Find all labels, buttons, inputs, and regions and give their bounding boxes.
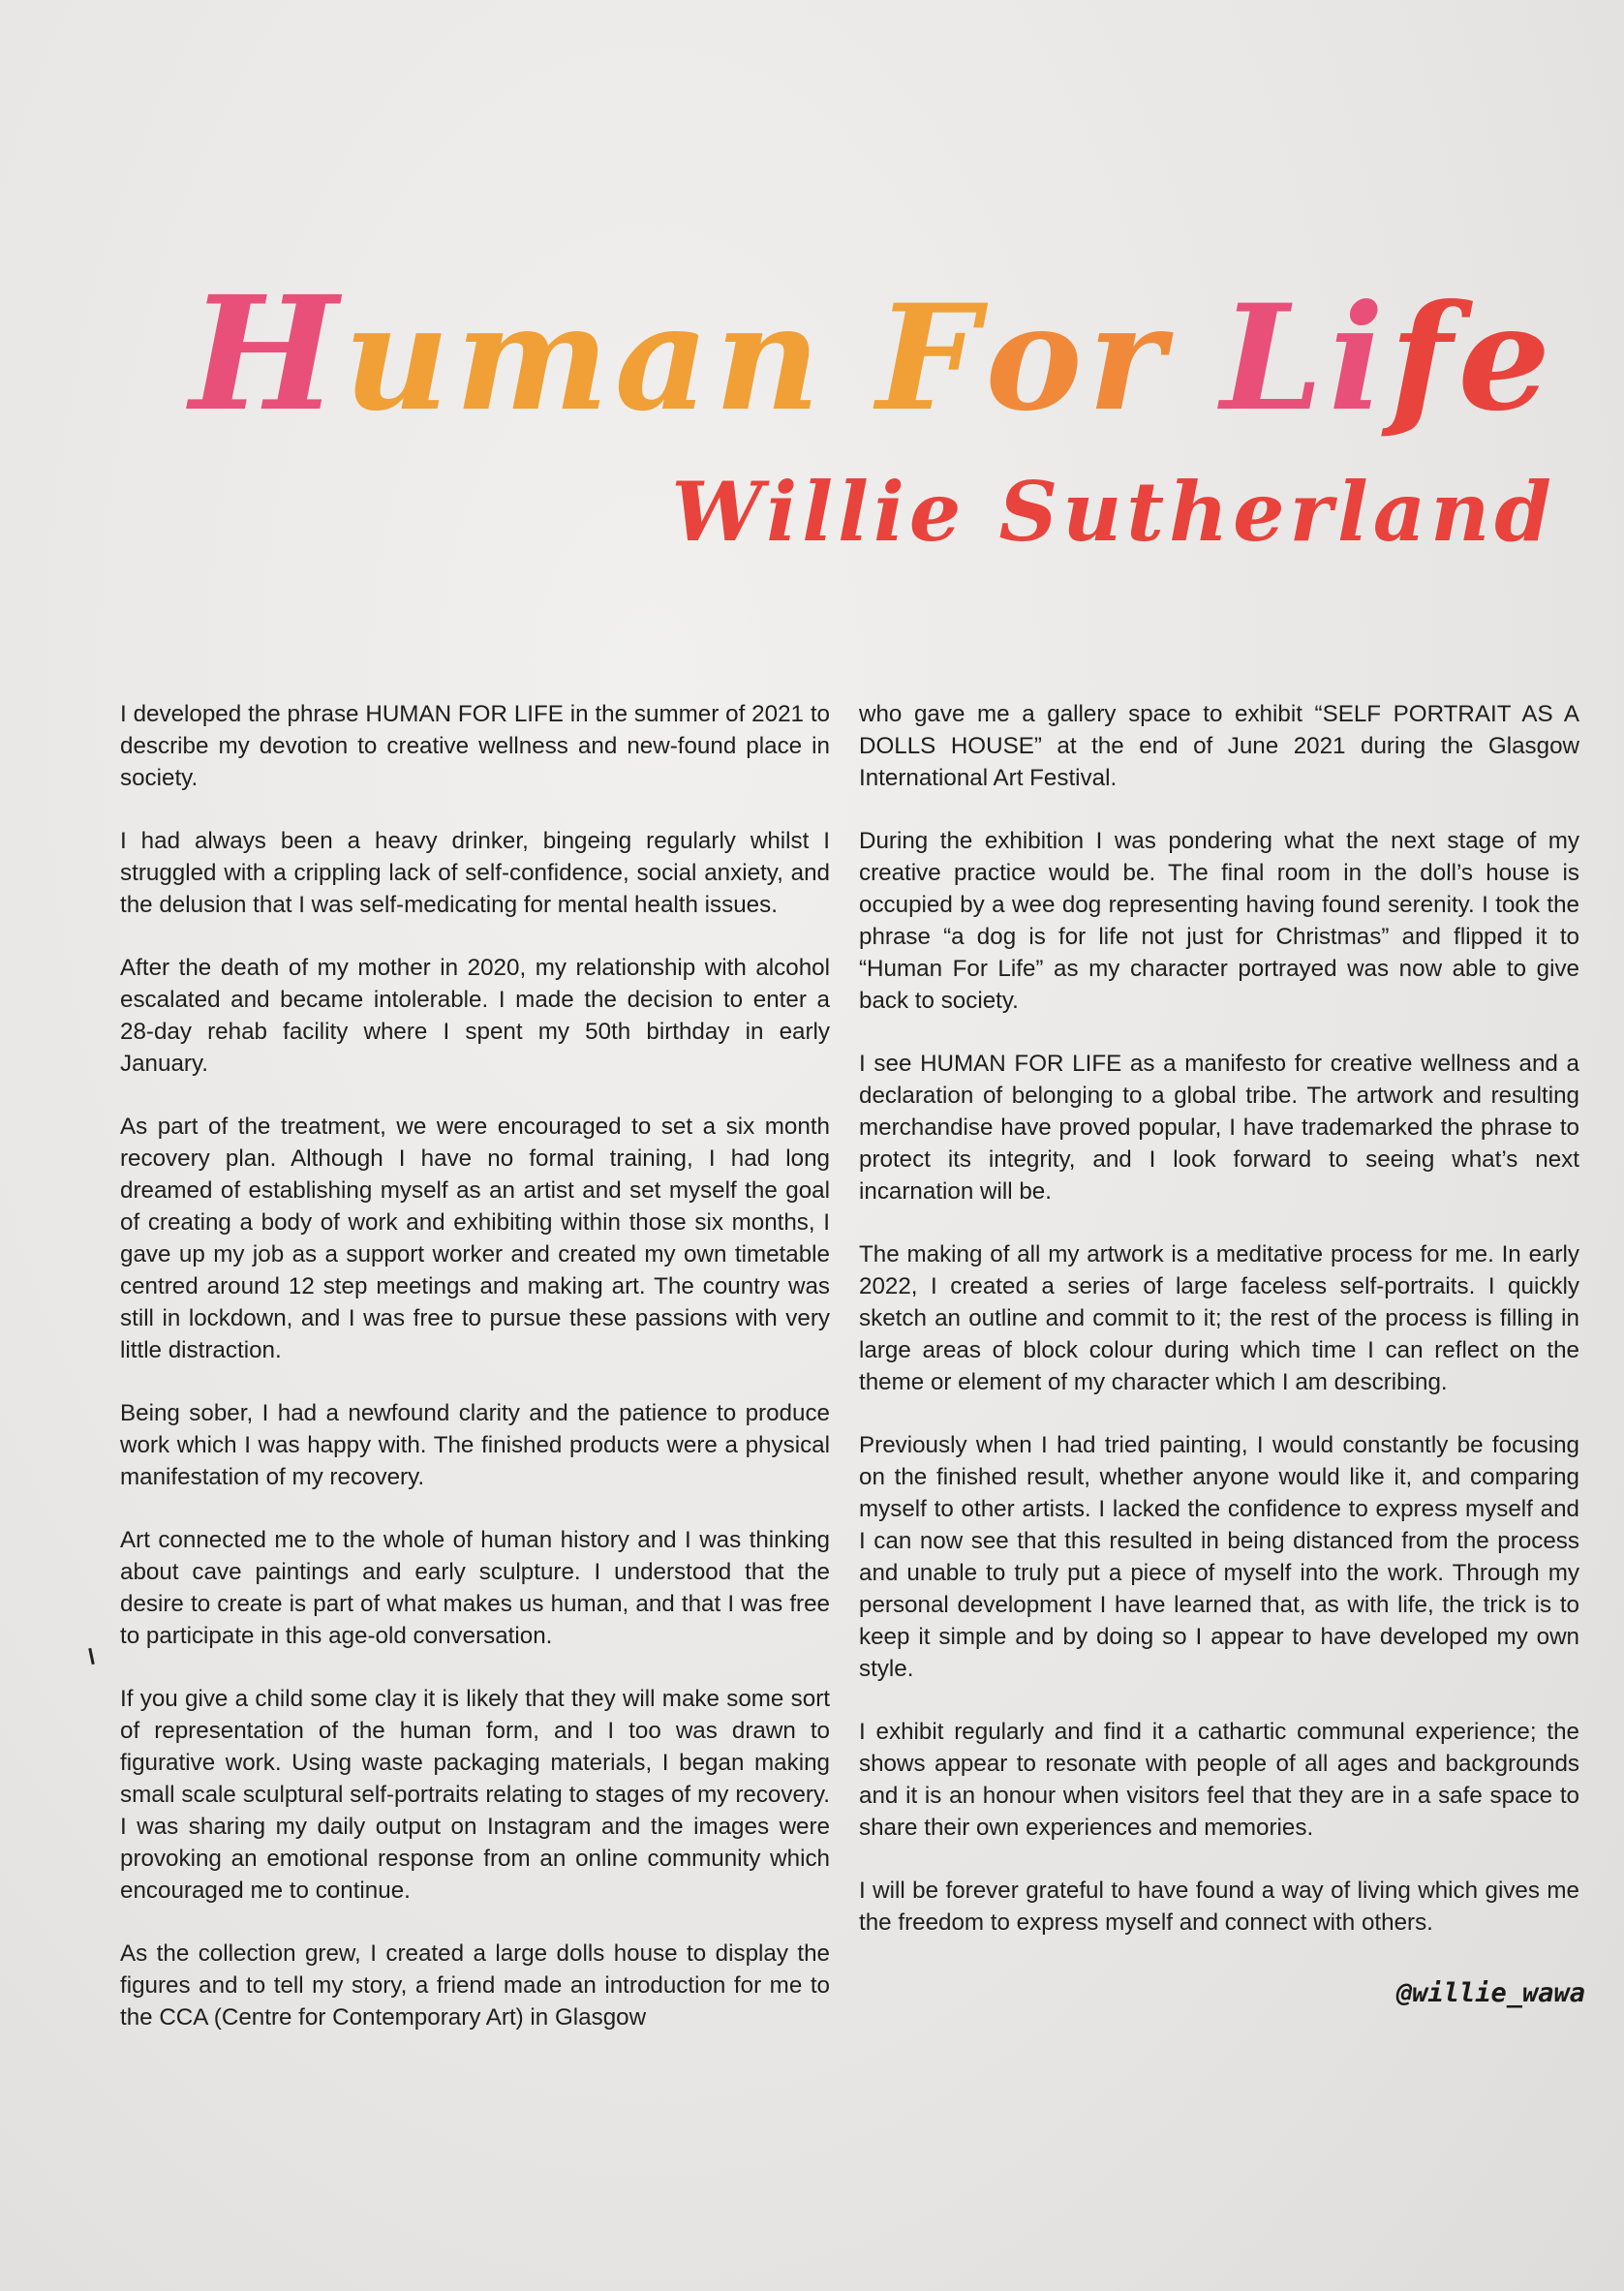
paragraph: Art connected me to the whole of human history and I was thinking about cave paintings and early sculpture. I understood that the desire to create is part of what makes us human, and that I was free to participate in this age-old conversation. bbox=[120, 1527, 830, 1649]
title-letters-uman: uman bbox=[343, 273, 826, 443]
paragraph: I see HUMAN FOR LIFE as a manifesto for creative wellness and a declaration of belonging to a global tribe. The artwork and resulting merchandise have proved popular, I have trademarked the phrase to protect its integrity, and I look forward to seeing what’s next incarnation will be. bbox=[859, 1051, 1579, 1205]
paragraph: During the exhibition I was pondering what the next stage of my creative practice would be. The final room in the doll’s house is occupied by a wee dog representing having found serenity. I took the phrase “a dog is for life not just for Christmas” and flipped it to “Human For Life” as my character portrayed was now able to give back to society. bbox=[859, 828, 1579, 1014]
right-column bbox=[859, 698, 1579, 1970]
paragraph: The making of all my artwork is a meditative process for me. In early 2022, I created a series of large faceless self-portraits. I quickly sketch an outline and commit to it; the rest of the process is filling in large areas of block colour during which time I can reflect on the theme or element of my character which I am describing. bbox=[859, 1241, 1579, 1395]
title-letter-f: F bbox=[876, 273, 986, 443]
paragraph: I will be forever grateful to have found a way of living which gives me the freedom to express myself and connect with others. bbox=[859, 1878, 1579, 1936]
page-title bbox=[189, 262, 1556, 446]
title-letters-fe: fe bbox=[1390, 273, 1556, 443]
paragraph: I exhibit regularly and find it a cathartic communal experience; the shows appear to resonate with people of all ages and backgrounds and it is an honour when visitors feel that they are in a safe space to share their own experiences and memories. bbox=[859, 1719, 1579, 1841]
paragraph: I developed the phrase HUMAN FOR LIFE in the summer of 2021 to describe my devotion to creative wellness and new-found place in society. bbox=[120, 701, 830, 791]
title-letter-h: H bbox=[189, 262, 344, 446]
paragraph: I had always been a heavy drinker, bingeing regularly whilst I struggled with a crippling lack of self-confidence, social anxiety, and the delusion that I was self-medicating for mental health issues. bbox=[120, 828, 830, 918]
pen-mark bbox=[88, 1648, 94, 1665]
title-letters-li: Li bbox=[1220, 273, 1391, 443]
paragraph: As part of the treatment, we were encouraged to set a six month recovery plan. Although I have no formal training, I had long dreamed of establishing myself as an artist and set myself the goal of creating a body of work and exhibiting within those six months, I gave up my job as a support worker and created my own timetable centred around 12 step meetings and making art. The country was still in lockdown, and I was free to pursue these passions with very little distraction. bbox=[120, 1114, 830, 1363]
title-word-life bbox=[1220, 273, 1556, 443]
author-name: Willie Sutherland bbox=[671, 464, 1556, 560]
title-letters-or: or bbox=[985, 273, 1171, 443]
title-word-human bbox=[189, 262, 826, 446]
title-word-for bbox=[876, 273, 1171, 443]
left-column bbox=[120, 698, 830, 2064]
paragraph: If you give a child some clay it is likely that they will make some sort of representation of the human form, and I too was drawn to figurative work. Using waste packaging materials, I began making small scale sculptural self-portraits relating to stages of my recovery. I was sharing my daily output on Instagram and the images were provoking an emotional response from an online community which encouraged me to continue. bbox=[120, 1686, 830, 1904]
paragraph: Being sober, I had a newfound clarity and the patience to produce work which I was happy with. The finished products were a physical manifestation of my recovery. bbox=[120, 1400, 830, 1490]
paragraph: After the death of my mother in 2020, my relationship with alcohol escalated and became intolerable. I made the decision to enter a 28-day rehab facility where I spent my 50th birthday in early January. bbox=[120, 955, 830, 1077]
paragraph: As the collection grew, I created a large dolls house to display the figures and to tell my story, a friend made an introduction for me to the CCA (Centre for Contemporary Art) in Glasgow bbox=[120, 1940, 830, 2031]
social-handle: @willie_wawa bbox=[1395, 1978, 1585, 2008]
paragraph: who gave me a gallery space to exhibit “SELF PORTRAIT AS A DOLLS HOUSE” at the end of June 2021 during the Glasgow International Art Festival. bbox=[859, 701, 1579, 791]
paragraph: Previously when I had tried painting, I would constantly be focusing on the finished result, whether anyone would like it, and comparing myself to other artists. I lacked the confidence to express myself and I can now see that this resulted in being distanced from the process and unable to truly put a piece of myself into the work. Through my personal development I have learned that, as with life, the trick is to keep it simple and by doing so I appear to have developed my own style. bbox=[859, 1432, 1579, 1682]
